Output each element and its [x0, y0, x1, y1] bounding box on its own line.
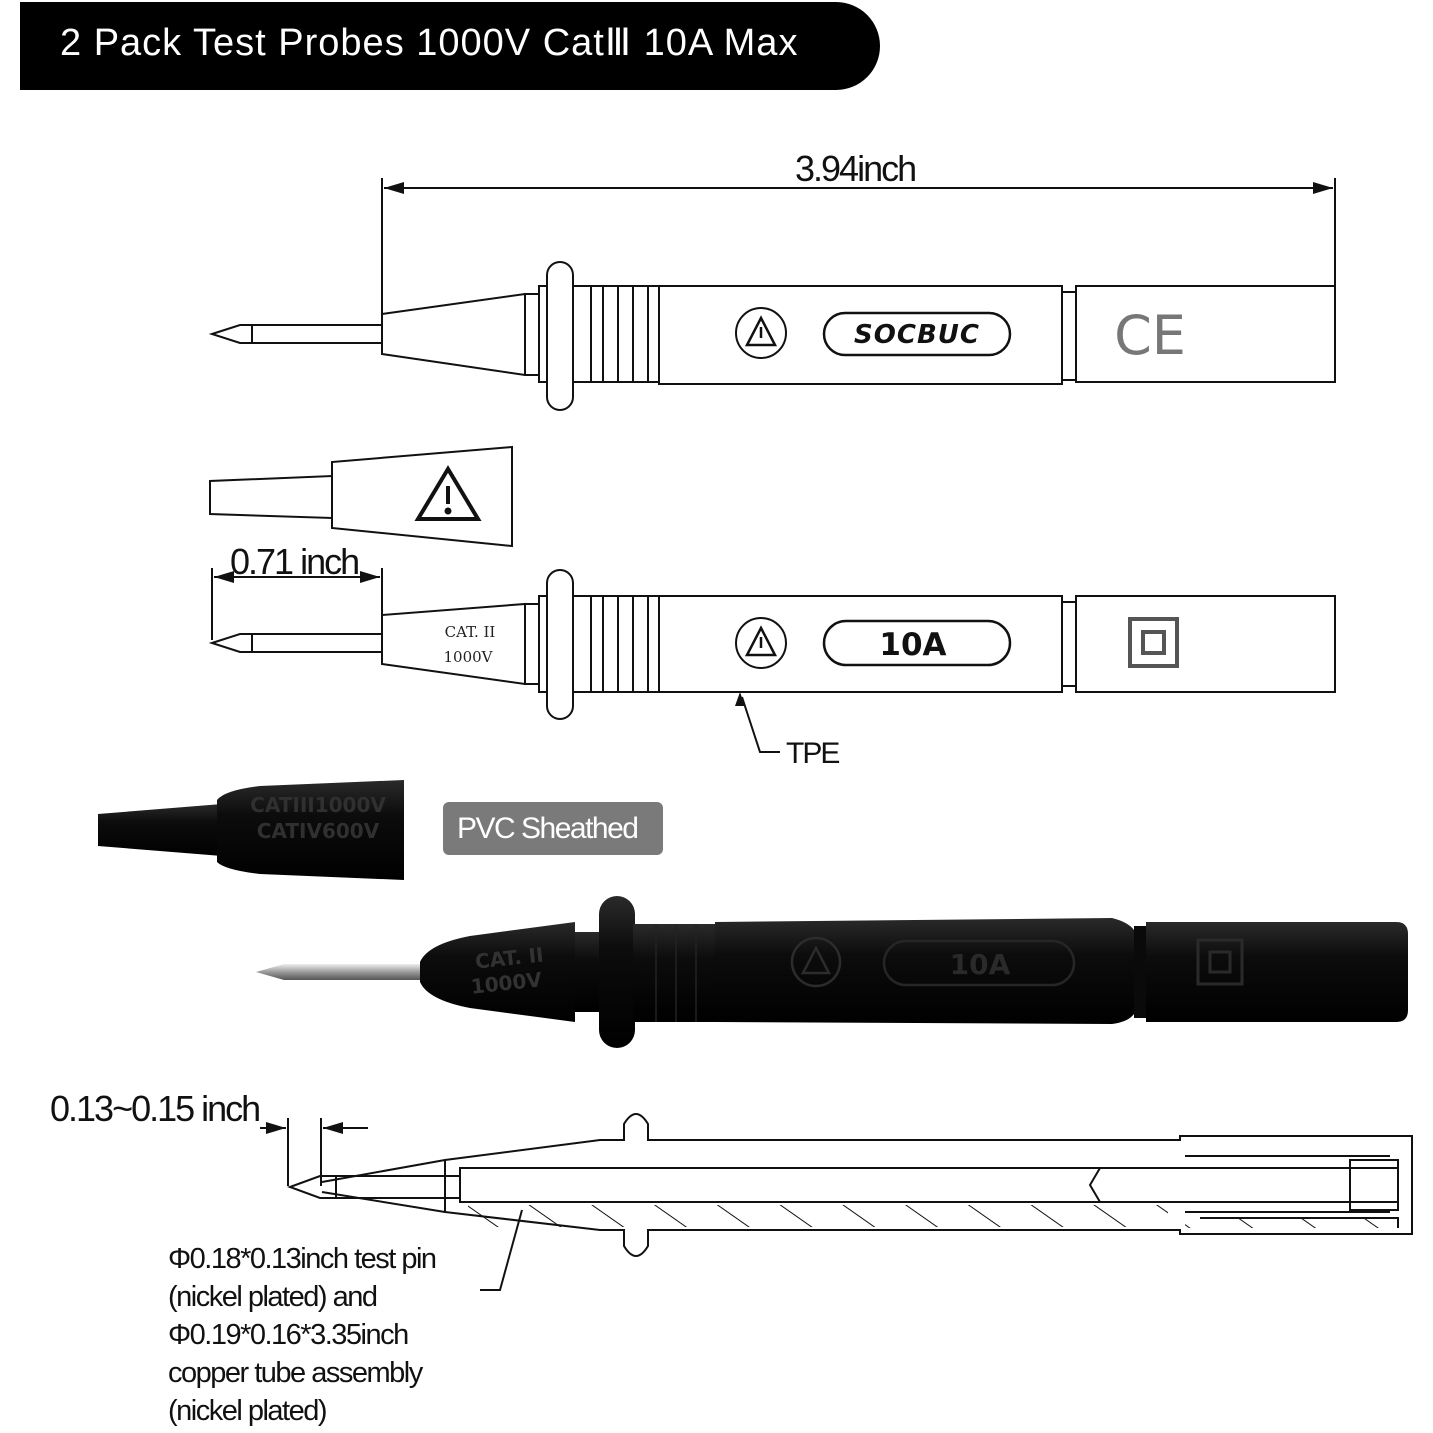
brand-logo: SOCBUC [854, 320, 980, 350]
material-note [168, 1240, 436, 1430]
black-probe-cat: CAT. II [473, 942, 545, 974]
tip-length-label: 0.71 inch [230, 541, 359, 582]
cap-text-line1: CATIII1000V [250, 793, 386, 817]
ce-mark: CE [1114, 304, 1186, 367]
hatched-copper-tube [468, 1205, 1168, 1227]
hatched-tail [1185, 1218, 1385, 1228]
black-probe [256, 896, 1408, 1048]
note-line: copper tube assembly [168, 1357, 422, 1389]
banner-title: 2 Pack Test Probes 1000V CatⅢ 10A Max [60, 22, 799, 64]
current-rating-label: 10A [879, 627, 947, 663]
guard-voltage-label: 1000V [443, 648, 493, 666]
note-line: Φ0.18*0.13inch test pin [168, 1243, 436, 1275]
probe-cross-section [290, 1114, 1412, 1256]
tip-diameter-label: 0.13~0.15 inch [50, 1088, 260, 1129]
cap-text-line2: CATIV600V [256, 819, 380, 843]
double-insulation-icon [1130, 619, 1177, 666]
pvc-badge-label: PVC Sheathed [457, 812, 638, 845]
tpe-label: TPE [786, 737, 839, 770]
guard-cat-label: CAT. II [444, 623, 496, 641]
finger-guard-outline [210, 447, 512, 546]
note-line: (nickel plated) [168, 1395, 327, 1427]
black-probe-voltage: 1000V [469, 967, 543, 999]
probe-outline-middle [212, 570, 1335, 752]
black-probe-current: 10A [949, 948, 1011, 981]
overall-length-label: 3.94inch [795, 148, 916, 189]
note-line: (nickel plated) and [168, 1281, 377, 1313]
pvc-sheathed-badge [443, 802, 663, 855]
note-line: Φ0.19*0.16*3.35inch [168, 1319, 408, 1351]
